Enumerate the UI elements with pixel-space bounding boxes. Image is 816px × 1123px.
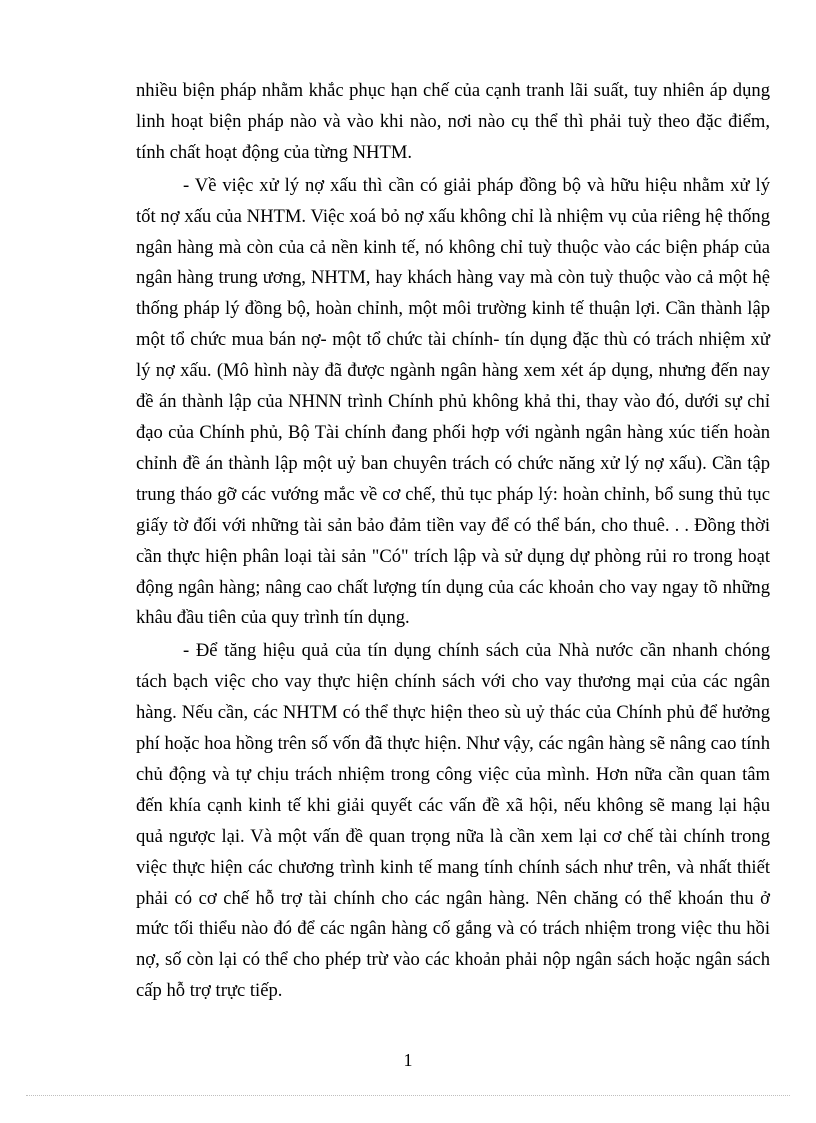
paragraph-policy-credit: - Để tăng hiệu quả của tín dụng chính sách của Nhà nước cần nhanh chóng tách bạch việc cho vay thực hiện chính sách với cho vay thương mại của các ngân hàng. Nếu cần, các NHTM có thể thực hiện theo sù uỷ thác của Chính phủ để hưởng phí hoặc hoa hồng trên số vốn đã thực hiện. Như vậy, các ngân hàng sẽ nâng cao tính chủ động và tự chịu trách nhiệm trong công việc của mình. Hơn nữa cần quan tâm đến khía cạnh kinh tế khi giải quyết các vấn đề xã hội, nếu không sẽ mang lại hậu quả ngược lại. Và một vấn đề quan trọng nữa là cần xem lại cơ chế tài chính trong việc thực hiện các chương trình kinh tế mang tính chính sách như trên, và nhất thiết phải có cơ chế hỗ trợ tài chính cho các ngân hàng. Nên chăng có thể khoán thu ở mức tối thiểu nào đó để các ngân hàng cố gắng và có trách nhiệm trong việc thu hồi nợ, số còn lại có thể cho phép trừ vào các khoản phải nộp ngân sách hoặc ngân sách cấp hỗ trợ trực tiếp. [136, 640, 770, 1002]
body-text [136, 76, 770, 1007]
paragraph-bad-debt: - Về việc xử lý nợ xấu thì cần có giải pháp đồng bộ và hữu hiệu nhằm xử lý tốt nợ xấu của NHTM. Việc xoá bỏ nợ xấu không chỉ là nhiệm vụ của riêng hệ thống ngân hàng mà còn của cả nền kinh tế, nó không chỉ tuỳ thuộc vào các biện pháp của ngân hàng trung ương, NHTM, hay khách hàng vay mà còn tuỳ thuộc vào cả một hệ thống pháp lý đồng bộ, hoàn chỉnh, một môi trường kinh tế thuận lợi. Cần thành lập một tổ chức mua bán nợ- một tổ chức tài chính- tín dụng đặc thù có trách nhiệm xử lý nợ xấu. (Mô hình này đã được ngành ngân hàng xem xét áp dụng, nhưng đến nay đề án thành lập của NHNN trình Chính phủ không khả thi, thay vào đó, dưới sự chỉ đạo của Chính phủ, Bộ Tài chính đang phối hợp với ngành ngân hàng xúc tiến hoàn chỉnh đề án thành lập một uỷ ban chuyên trách có chức năng xử lý nợ xấu). Cần tập trung tháo gỡ các vướng mắc về cơ chế, thủ tục pháp lý: hoàn chỉnh, bổ sung thủ tục giấy tờ đối với những tài sản bảo đảm tiền vay để có thể bán, cho thuê. . . Đồng thời cần thực hiện phân loại tài sản "Có" trích lập và sử dụng dự phòng rủi ro trong hoạt động ngân hàng; nâng cao chất lượng tín dụng của các khoản cho vay ngay tõ những khâu đầu tiên của quy trình tín dụng. [136, 174, 770, 629]
page-number: 1 [403, 1050, 413, 1070]
paragraph-intro: nhiều biện pháp nhằm khắc phục hạn chế của cạnh tranh lãi suất, tuy nhiên áp dụng linh hoạt biện pháp nào và vào khi nào, nơi nào cụ thể thì phải tuỳ theo đặc điểm, tính chất hoạt động của từng NHTM. [136, 80, 770, 163]
footer-divider [26, 1095, 790, 1096]
